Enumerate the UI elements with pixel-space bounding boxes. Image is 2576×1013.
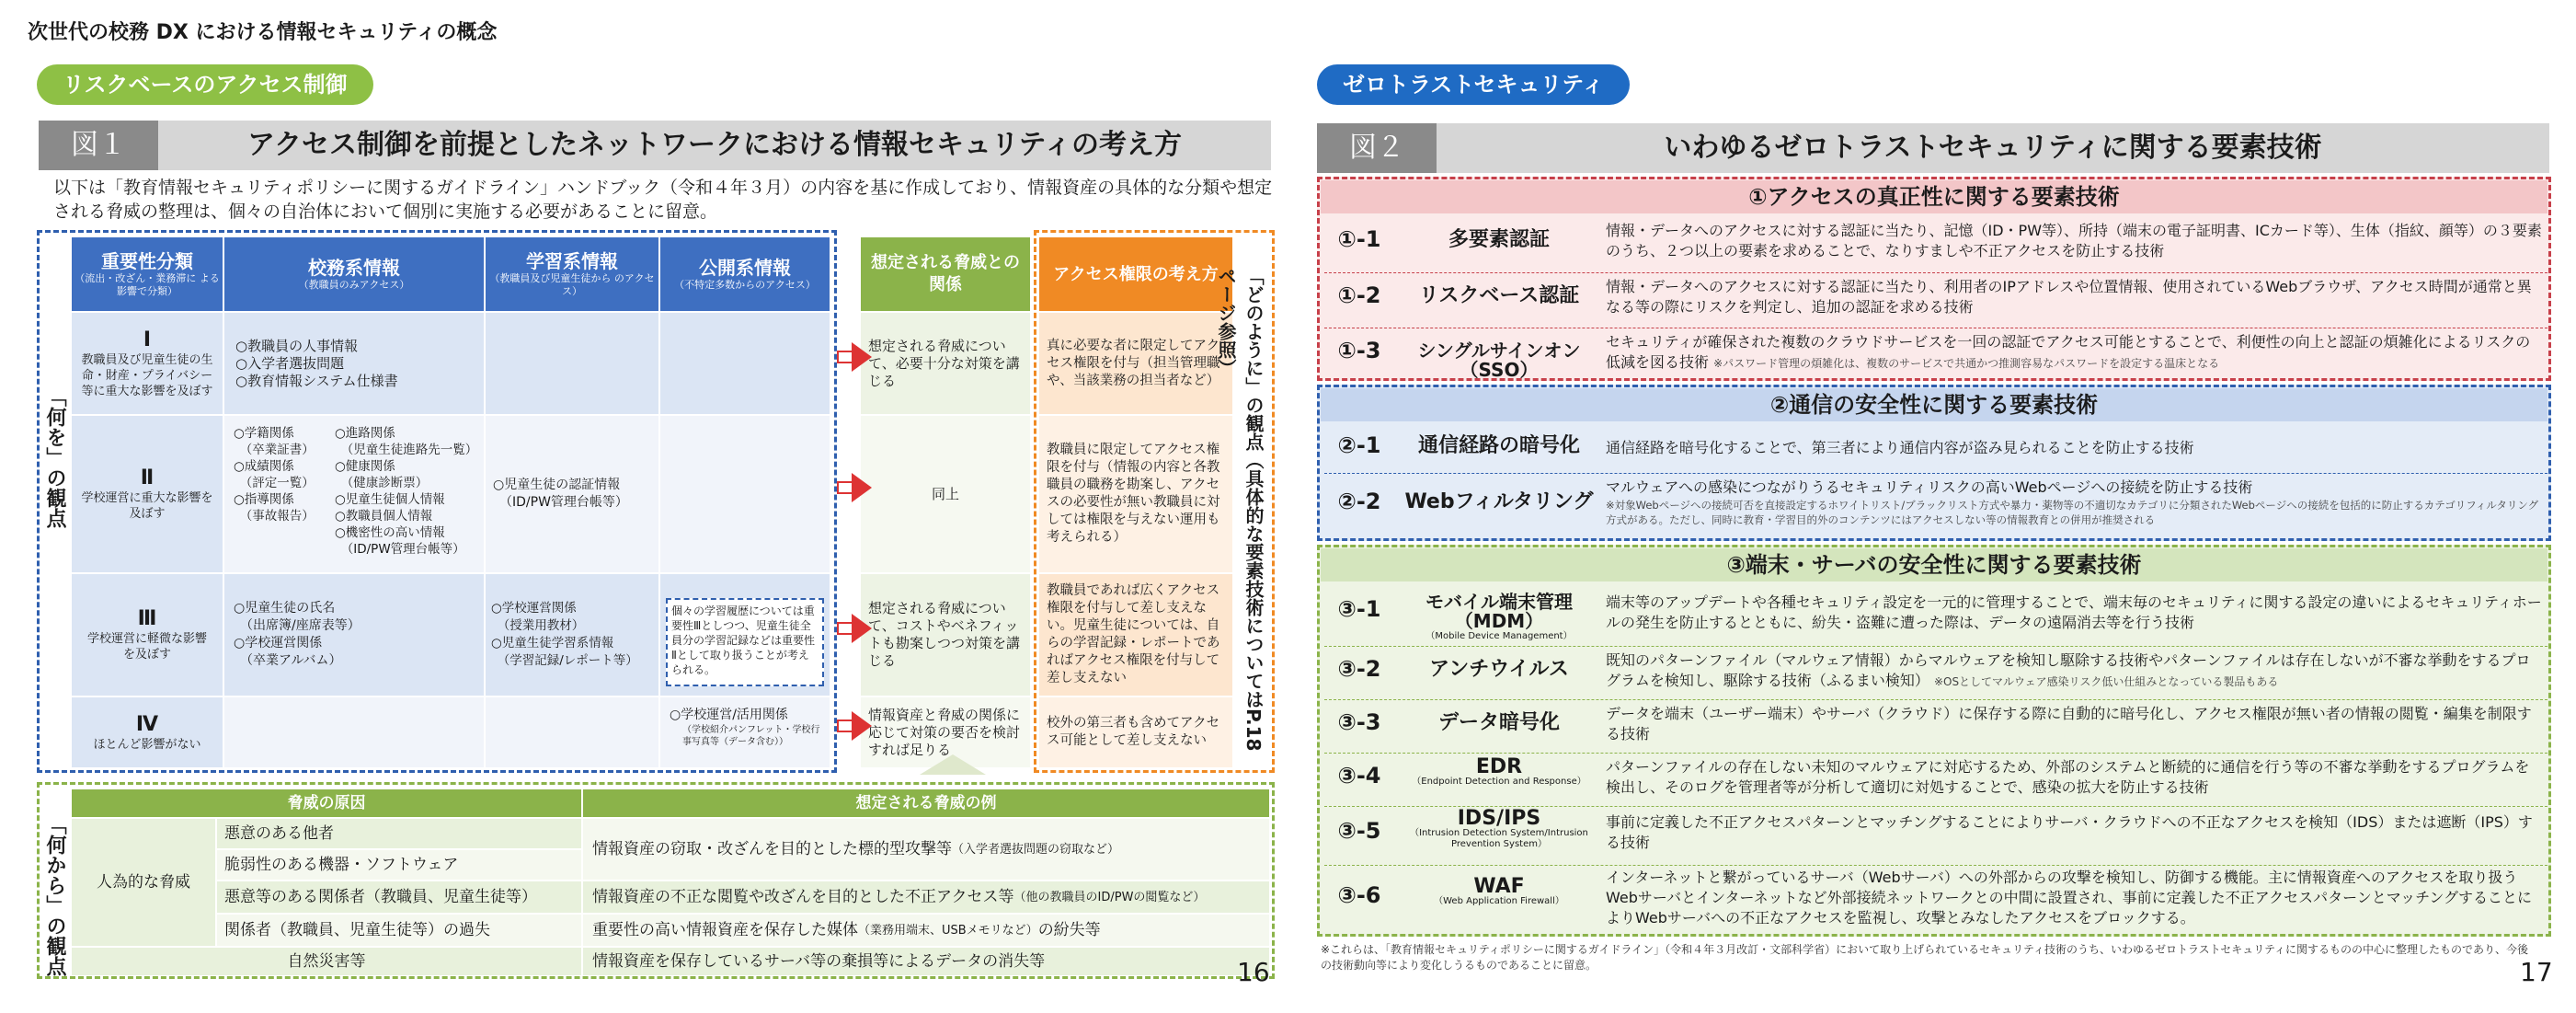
- header-school-sub: （教職員のみアクセス）: [298, 279, 410, 291]
- item-2-2-desc-text: マルウェアへの感染につながりうるセキュリティリスクの高いWebページへの接続を防止する技術: [1606, 478, 2253, 496]
- item-3-4: [1324, 753, 2547, 804]
- header-learning-label: 学習系情報: [526, 250, 618, 272]
- item-3-2-desc: [1606, 650, 2542, 692]
- arrow-row1-icon: [852, 342, 872, 372]
- item-1-1-desc: 情報・データへのアクセスに対する認証に当たり、記憶（ID・PW等）、所持（端末の電子証明書、ICカード等）、生体（指紋、顔等）の３要素のうち、２つ以上の要素を求めることで、なりすましや不正アクセスを防止する技術: [1606, 222, 2542, 259]
- row4-access: 校外の第三者も含めてアクセス可能として差し支えない: [1039, 697, 1232, 767]
- threat-example-5: 情報資産を保存しているサーバ等の棄損等によるデータの消失等: [583, 948, 1269, 975]
- header-importance-label: 重要性分類: [101, 250, 193, 272]
- header-public-sub: （不特定多数からのアクセス）: [674, 279, 816, 291]
- item-2-2-name: Webフィルタリング: [1404, 490, 1594, 513]
- item-3-4-num: ③-4: [1337, 763, 1381, 789]
- threat-example-3-text: 情報資産の不正な閲覧や改ざんを目的とした不正アクセス等: [592, 887, 1014, 906]
- header-access: アクセス権限の考え方: [1039, 237, 1232, 311]
- item-3-2-name: アンチウイルス: [1429, 658, 1569, 681]
- item-3-1-num: ③-1: [1337, 596, 1381, 622]
- row2-school: [224, 416, 484, 572]
- side-label-what: 「何を」の観点: [43, 386, 66, 528]
- item-3-6-name: [1394, 877, 1604, 907]
- page-title: 次世代の校務 DX における情報セキュリティの概念: [28, 21, 498, 44]
- row3-learning: ○学校運営関係 （授業用教材） ○児童生徒学習系情報 （学習記録/レポート等）: [486, 574, 658, 696]
- item-3-6-name-text: WAF: [1473, 875, 1525, 898]
- item-1-3: [1324, 328, 2547, 379]
- row2-public: [660, 416, 830, 572]
- row2-learning: ○児童生徒の認証情報 （ID/PW管理台帳等）: [486, 416, 658, 572]
- item-3-4-name: [1394, 757, 1604, 788]
- row2-threat: 同上: [861, 416, 1030, 572]
- item-3-1: [1324, 585, 2547, 644]
- intro-line-1: 以下は「教育情報セキュリティポリシーに関するガイドライン」ハンドブック（令和４年３月）の内容を基に作成しており、情報資産の具体的な分類や想定: [53, 178, 1273, 198]
- header-learning-sub: （教職員及び児童生徒から のアクセス）: [489, 272, 655, 297]
- item-1-2-name: リスクベース認証: [1418, 284, 1580, 307]
- section3-title: ③端末・サーバの安全性に関する要素技術: [1321, 548, 2547, 581]
- row1-access: 真に必要な者に限定してアクセス権限を付与（担当管理職や、当該業務の担当者など）: [1039, 313, 1232, 414]
- threat-col1-header: 脅威の原因: [72, 789, 581, 817]
- header-school-label: 校務系情報: [308, 257, 400, 279]
- page-number-16: 16: [1237, 957, 1270, 987]
- arrow-row2-icon: [852, 473, 872, 502]
- row4-desc: ほとんど影響がない: [93, 737, 201, 752]
- header-public: [660, 237, 830, 311]
- row4-importance: [72, 697, 223, 767]
- threat-example-1-sub: （入学者選抜問題の窃取など）: [952, 842, 1120, 857]
- item-3-5-desc: 事前に定義した不正アクセスパターンとマッチングすることによりサーバ・クラウドへの不正なアクセスを検知（IDS）または遮断（IPS）する技術: [1606, 813, 2533, 851]
- header-importance-sub: （流出・改ざん・業務滞に よる影響で分類）: [74, 272, 220, 297]
- header-learning: [486, 237, 658, 311]
- item-1-2-num: ①-2: [1337, 282, 1381, 308]
- section1-title: ①アクセスの真正性に関する要素技術: [1321, 180, 2547, 213]
- intro-line-2: される脅威の整理は、個々の自治体において個別に実施する必要があることに留意。: [53, 201, 718, 222]
- item-3-4-name-text: EDR: [1475, 755, 1523, 778]
- row4-learning: [486, 697, 658, 767]
- item-1-1-num: ①-1: [1337, 226, 1381, 252]
- figure2-number: 図２: [1317, 123, 1437, 173]
- side-label-how: 「どのように」の観点（具体的な要素技術についてはP.18ページ参照）: [1215, 267, 1265, 752]
- row1-desc: 教職員及び児童生徒の生命・財産・プライバシー等に重大な影響を及ぼす: [81, 352, 213, 398]
- item-3-6-num: ③-6: [1337, 882, 1381, 908]
- threat-cause-5: 自然災害等: [72, 948, 581, 975]
- header-importance: [72, 237, 223, 311]
- row3-callout: 個々の学習履歴については重要性Ⅲとしつつ、児童生徒全員分の学習記録などは重要性Ⅱとして取り扱うことが考えられる。: [666, 598, 824, 686]
- page-number-17: 17: [2520, 957, 2553, 987]
- row3-access: 教職員であれば広くアクセス権限を付与して差し支えない。児童生徒については、自らの学習記録・レポートであればアクセス権限を付与して差し支えない: [1039, 574, 1232, 696]
- item-2-1-desc: 通信経路を暗号化することで、第三者により通信内容が盗み見られることを防止する技術: [1606, 439, 2194, 456]
- threat-cause-1: 悪意のある他者: [217, 819, 581, 848]
- figure2-title: いわゆるゼロトラストセキュリティに関する要素技術: [1664, 132, 2322, 164]
- header-school: [224, 237, 484, 311]
- up-arrow-icon: [920, 754, 986, 775]
- item-1-3-note: ※パスワード管理の煩雑化は、複数のサービスで共通かつ推測容易なパスワードを設定する温床となる: [1713, 357, 2220, 370]
- threat-example-1-text: 情報資産の窃取・改ざんを目的とした標的型攻撃等: [592, 839, 952, 858]
- header-threat: 想定される脅威との関係: [861, 237, 1030, 311]
- item-1-3-desc-text: セキュリティが確保された複数のクラウドサービスを一回の認証でアクセス可能とすることで、利便性の向上と認証の煩雑化によるリスクの低減を図る技術: [1606, 333, 2531, 371]
- right-footnote: ※これらは、「教育情報セキュリティポリシーに関するガイドライン」（令和４年３月改訂・文部科学省）において取り上げられているセキュリティ技術のうち、いわゆるゼロトラストセキュリティに関するものの中心に整理したものであり、今後の技術動向等により変化しうるものであることに留意。: [1321, 943, 2529, 972]
- item-2-2-num: ②-2: [1337, 489, 1381, 514]
- threat-group-human: 人為的な脅威: [72, 819, 215, 946]
- threat-cause-2: 脆弱性のある機器・ソフトウェア: [217, 850, 581, 880]
- row3-threat: 想定される脅威について、コストやベネフィットも勘案しつつ対策を講じる: [861, 574, 1030, 696]
- item-1-1: [1324, 217, 2547, 269]
- threat-example-4-sub: （業務用端末、USBメモリなど）: [858, 923, 1038, 938]
- row2-school-col-b: ○進路関係 （児童生徒進路先一覧） ○健康関係 （健康診断票） ○児童生徒個人情報 ○教職員個人情報 ○機密性の高い情報 （ID/PW管理台帳等）: [335, 426, 478, 557]
- threat-example-4-text: 重要性の高い情報資産を保存した媒体: [592, 920, 858, 939]
- row2-level: Ⅱ: [140, 466, 155, 489]
- row3-importance: [72, 574, 223, 696]
- item-3-1-name-sub: （Mobile Device Management）: [1425, 631, 1573, 641]
- item-1-3-name: シングルサインオン（SSO）: [1417, 340, 1581, 381]
- item-3-6: [1324, 865, 2547, 933]
- item-3-5-name-sub: （Intrusion Detection System/Intrusion Prevention System）: [1410, 828, 1588, 849]
- row1-importance: [72, 313, 223, 414]
- item-3-3-desc: データを端末（ユーザー端末）やサーバ（クラウド）に保存する際に自動的に暗号化し、アクセス権限が無い者の情報の閲覧・編集を制限する技術: [1606, 705, 2532, 742]
- threat-example-4-tail: の紛失等: [1037, 920, 1101, 939]
- header-public-label: 公開系情報: [699, 257, 791, 279]
- item-2-1-name: 通信経路の暗号化: [1417, 434, 1580, 457]
- threat-cause-3: 悪意等のある関係者（教職員、児童生徒等）: [217, 881, 581, 913]
- row4-school: [224, 697, 484, 767]
- item-2-2-note: ※対象Webページへの接続可否を直接設定するホワイトリスト/ブラックリスト方式や暴力・薬物等の不適切なカテゴリに分類されたWebページへの接続を包括的に防止するカテゴリフィルタリング方式がある。ただし、同時に教育・学習目的外のコンテンツにはアクセスしない等の情報教育との併用が推奨される: [1606, 499, 2539, 526]
- row4-public-sub: （学校紹介パンフレット・学校行事写真等（データ含む））: [682, 725, 820, 747]
- row1-level: Ⅰ: [143, 328, 152, 351]
- item-3-5: [1324, 806, 2547, 863]
- item-2-2: [1324, 473, 2547, 537]
- row4-threat: 情報資産と脅威の関係に応じて対策の要否を検討すれば足りる: [861, 697, 1030, 767]
- row3-desc: 学校運営に軽微な影響を及ぼす: [86, 632, 207, 662]
- item-3-5-name: [1394, 809, 1604, 850]
- item-3-3-num: ③-3: [1337, 709, 1381, 735]
- item-1-3-desc: [1606, 332, 2542, 374]
- threat-col2-header: 想定される脅威の例: [583, 789, 1269, 817]
- item-1-3-num: ①-3: [1337, 338, 1381, 363]
- row2-access: 教職員に限定してアクセス権限を付与（情報の内容と各教職員の職務を勘案し、アクセスの必要性が無い教職員に対しては権限を与えない運用も考えられる）: [1039, 416, 1232, 572]
- item-3-4-desc: パターンファイルの存在しない未知のマルウェアに対応するため、外部のシステムと断続的に通信を行う等の不審な挙動をするプログラムを検出し、そのログを管理者等が分析して適切に対処することで、感染の拡大を防止する技術: [1606, 758, 2530, 796]
- item-1-1-name: 多要素認証: [1448, 228, 1550, 251]
- row1-school: ○教職員の人事情報 ○入学者選抜問題 ○教育情報システム仕様書: [224, 313, 484, 414]
- threat-example-1: [583, 819, 1269, 880]
- item-1-2-desc: 情報・データへのアクセスに対する認証に当たり、利用者のIPアドレスや位置情報、使用されているWebブラウザ、アクセス時間が通常と異なる等の際にリスクを判定し、追加の認証を求める技術: [1606, 278, 2532, 316]
- figure1-number: 図１: [39, 121, 158, 170]
- item-3-2-num: ③-2: [1337, 656, 1381, 682]
- row1-learning: [486, 313, 658, 414]
- item-1-2: [1324, 272, 2547, 324]
- item-3-2-desc-text: 既知のパターンファイル（マルウェア情報）からマルウェアを検知し駆除する技術やパターンファイルは存在しないが不審な挙動をするプログラムを検知し、駆除する技術（ふるまい検知）: [1606, 651, 2531, 689]
- threat-cause-4: 関係者（教職員、児童生徒等）の過失: [217, 915, 581, 946]
- item-2-1: [1324, 425, 2547, 471]
- side-label-from: 「何から」の観点: [43, 814, 66, 976]
- item-3-1-desc: 端末等のアップデートや各種セキュリティ設定を一元的に管理することで、端末毎のセキュリティに関する設定の違いによるセキュリティホールの発生を防止するとともに、紛失・盗難に遭った際は、データの遠隔消去等を行う技術: [1606, 593, 2542, 631]
- item-2-2-desc: [1606, 478, 2542, 527]
- figure1-title: アクセス制御を前提としたネットワークにおける情報セキュリティの考え方: [246, 129, 1183, 161]
- item-3-1-name-text: モバイル端末管理（MDM）: [1425, 591, 1573, 632]
- section2-title: ②通信の安全性に関する要素技術: [1321, 388, 2547, 421]
- row4-public-label: ○学校運営/活用関係: [670, 708, 788, 722]
- arrow-row3-icon: [852, 614, 872, 643]
- row2-importance: [72, 416, 223, 572]
- item-3-5-name-text: IDS/IPS: [1457, 807, 1541, 830]
- row2-school-col-a: ○学籍関係 （卒業証書） ○成績関係 （評定一覧） ○指導関係 （事故報告）: [234, 426, 315, 524]
- threat-example-4: [583, 915, 1269, 946]
- row2-desc: 学校運営に重大な影響を及ぼす: [81, 491, 213, 521]
- row4-level: Ⅳ: [135, 712, 159, 736]
- risk-based-pill: リスクベースのアクセス制御: [37, 64, 373, 105]
- item-3-5-num: ③-5: [1337, 818, 1381, 844]
- arrow-row4-icon: [852, 711, 872, 741]
- item-3-3-name: データ暗号化: [1437, 711, 1560, 734]
- threat-example-3: [583, 881, 1269, 913]
- row4-public: [660, 697, 830, 767]
- item-3-4-name-sub: （Endpoint Detection and Response）: [1412, 777, 1586, 787]
- figure2-banner: [1317, 123, 2549, 173]
- threat-example-3-sub: （他の教職員のID/PWの閲覧など）: [1013, 890, 1206, 904]
- row3-school: ○児童生徒の氏名 （出席簿/座席表等） ○学校運営関係 （卒業アルバム）: [224, 574, 484, 696]
- row1-public: [660, 313, 830, 414]
- zero-trust-pill: ゼロトラストセキュリティ: [1317, 64, 1630, 105]
- item-2-1-num: ②-1: [1337, 432, 1381, 458]
- item-3-6-desc: インターネットと繋がっているサーバ（Webサーバ）への外部からの攻撃を検知し、防御する機能。主に情報資産へのアクセスを取り扱うWebサーバとインターネットなど外部接続ネットワークとの中間に設置され、事前に定義した不正アクセスパターンとマッチングすることによりWebサーバへの不正なアクセスを監視し、攻撃とみなしたアクセスをブロックする。: [1606, 869, 2533, 927]
- row1-threat: 想定される脅威について、必要十分な対策を講じる: [861, 313, 1030, 414]
- row3-level: Ⅲ: [137, 607, 157, 630]
- item-3-2-note: ※OSとしてマルウェア感染リスク低い仕組みとなっている製品もある: [1933, 675, 2279, 688]
- item-3-2: [1324, 646, 2547, 697]
- item-3-3: [1324, 699, 2547, 751]
- figure1-banner: [39, 121, 1271, 170]
- item-3-6-name-sub: （Web Application Firewall）: [1434, 896, 1564, 906]
- item-3-1-name: [1394, 593, 1604, 642]
